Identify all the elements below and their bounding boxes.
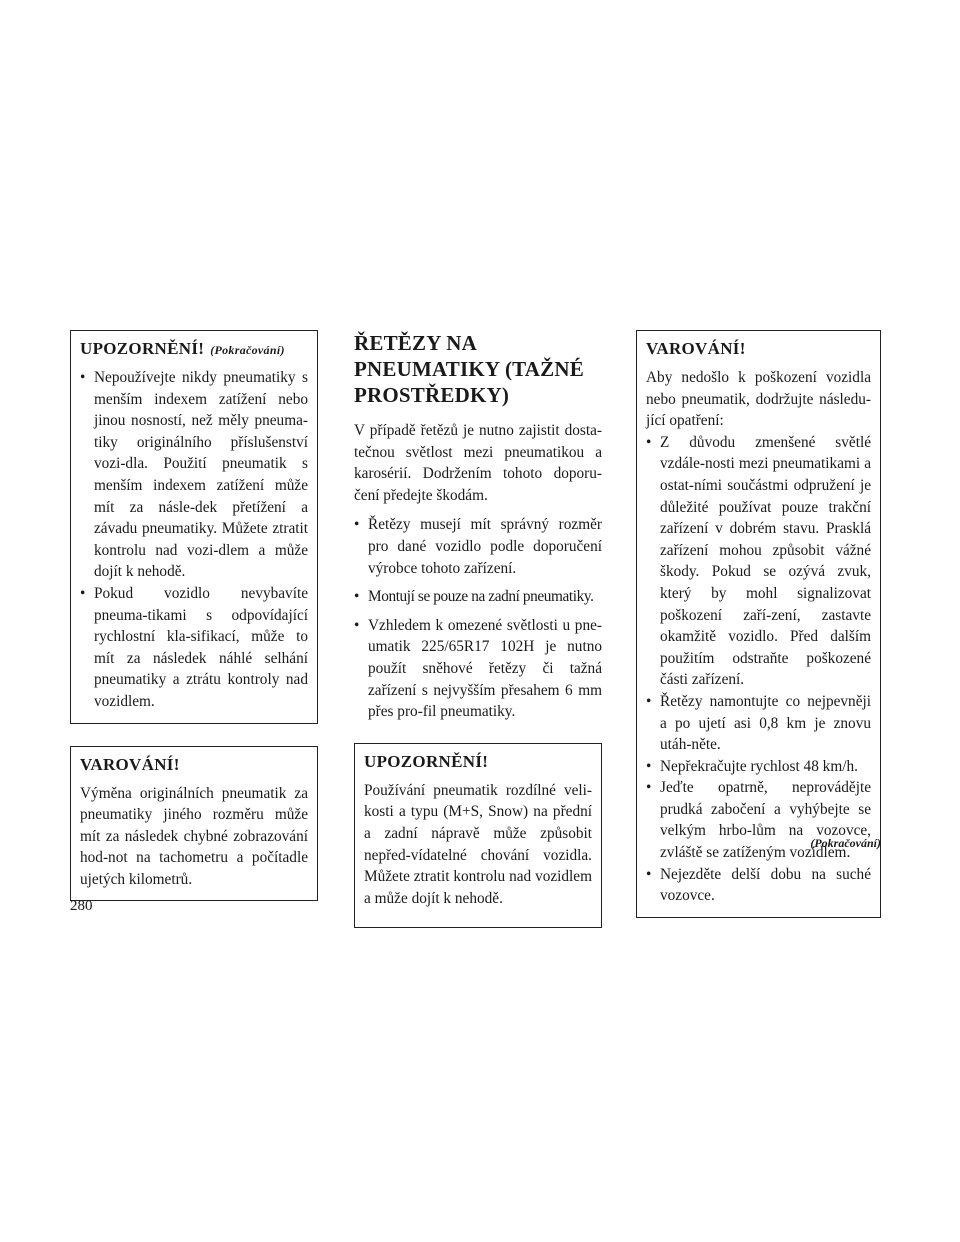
column-left bbox=[70, 330, 318, 901]
caution-box bbox=[70, 330, 318, 724]
continued-label: (Pokračování) bbox=[210, 343, 285, 357]
chain-bullet: • Řetězy musejí mít správný rozměr pro dané vozidlo podle doporučení výrobce tohoto zařízení. bbox=[354, 514, 602, 579]
warning-box bbox=[70, 746, 318, 902]
warning-bullet: • Řetězy namontujte co nejpevněji a po ujetí asi 0,8 km je znovu utáh-něte. bbox=[646, 691, 871, 756]
warning-bullet: • Nepřekračujte rychlost 48 km/h. bbox=[646, 756, 871, 778]
warning-text: Výměna originálních pneumatik za pneumatiky jiného rozměru může mít za následek chybné zobrazování hod-not na tachometru a počítadle ujetých kilometrů. bbox=[80, 784, 308, 888]
warning-title: VAROVÁNÍ! bbox=[80, 754, 180, 774]
warning-bullet: • Z důvodu zmenšené světlé vzdále-nosti mezi pneumatikami a ostat-ními součástmi odpružení je důležité používat pouze trakční zařízení v dobrém stavu. Prasklá zařízení mohou způsobit vážné škody. Pokud se ozývá zvuk, který by mohl signalizovat poškození zaří-zení, zastavte okamžitě vozidlo. Před dalším použitím odstraňte poškozené části zařízení. bbox=[646, 432, 871, 691]
warning-title: VAROVÁNÍ! bbox=[646, 339, 746, 358]
column-middle bbox=[354, 330, 602, 928]
caution-text: Používání pneumatik rozdílné veli-kosti a typu (M+S, Snow) na přední a zadní nápravě může způsobit nepřed-vídatelné chování vozidla. Můžete ztratit kontrolu nad vozidlem a může dojít k nehodě. bbox=[364, 781, 592, 907]
caution-title: UPOZORNĚNÍ! (Pokračování) bbox=[80, 339, 285, 358]
caution-box bbox=[354, 743, 602, 929]
caution-bullet: • Nepoužívejte nikdy pneumatiky s menším indexem zatížení nebo jinou nosností, než měly pneuma-tiky originálního příslušenství vozi-dla. Použití pneumatik s menším indexem zatížení může mít za násle-dek přetížení a závadu pneumatiky. Můžete ztratit kontrolu nad vozi-dlem a může dojít k nehodě. bbox=[80, 367, 308, 583]
caution-title: UPOZORNĚNÍ! bbox=[364, 751, 489, 771]
column-right bbox=[636, 330, 881, 918]
warning-bullet: • Jeďte opatrně, neprovádějte prudká zabočení a vyhýbejte se velkým hrbo-lům na vozovce, zvláště se zatíženým vozidlem. bbox=[646, 777, 871, 863]
warning-box bbox=[636, 330, 881, 918]
section-title: ŘETĚZY NA PNEUMATIKY (TAŽNÉ PROSTŘEDKY) bbox=[354, 331, 584, 407]
chain-bullet: • Montují se pouze na zadní pneumatiky. bbox=[354, 586, 602, 608]
section-intro: V případě řetězů je nutno zajistit dosta-tečnou světlost mezi pneumatikou a karosérií. Dodržením tohoto doporu-čení předejte škodám. bbox=[354, 422, 602, 504]
caution-bullet-list bbox=[80, 367, 308, 713]
warning-intro: Aby nedošlo k poškození vozidla nebo pneumatik, dodržujte následu-jící opatření: bbox=[646, 369, 871, 430]
warning-bullet: • Nejezděte delší dobu na suché vozovce. bbox=[646, 864, 871, 907]
page-number: 280 bbox=[70, 898, 93, 914]
chain-bullet-list bbox=[354, 514, 602, 722]
continued-footer: (Pokračování) bbox=[810, 836, 881, 850]
chain-bullet: • Vzhledem k omezené světlosti u pne-umatik 225/65R17 102H je nutno použít sněhové řetězy či tažná zařízení s nejvyšším přesahem 6 mm přes pro-fil pneumatiky. bbox=[354, 615, 602, 723]
caution-bullet: • Pokud vozidlo nevybavíte pneuma-tikami s odpovídající rychlostní kla-sifikací, může to mít za následek náhlé selhání pneumatiky a ztrátu kontroly nad vozidlem. bbox=[80, 583, 308, 713]
